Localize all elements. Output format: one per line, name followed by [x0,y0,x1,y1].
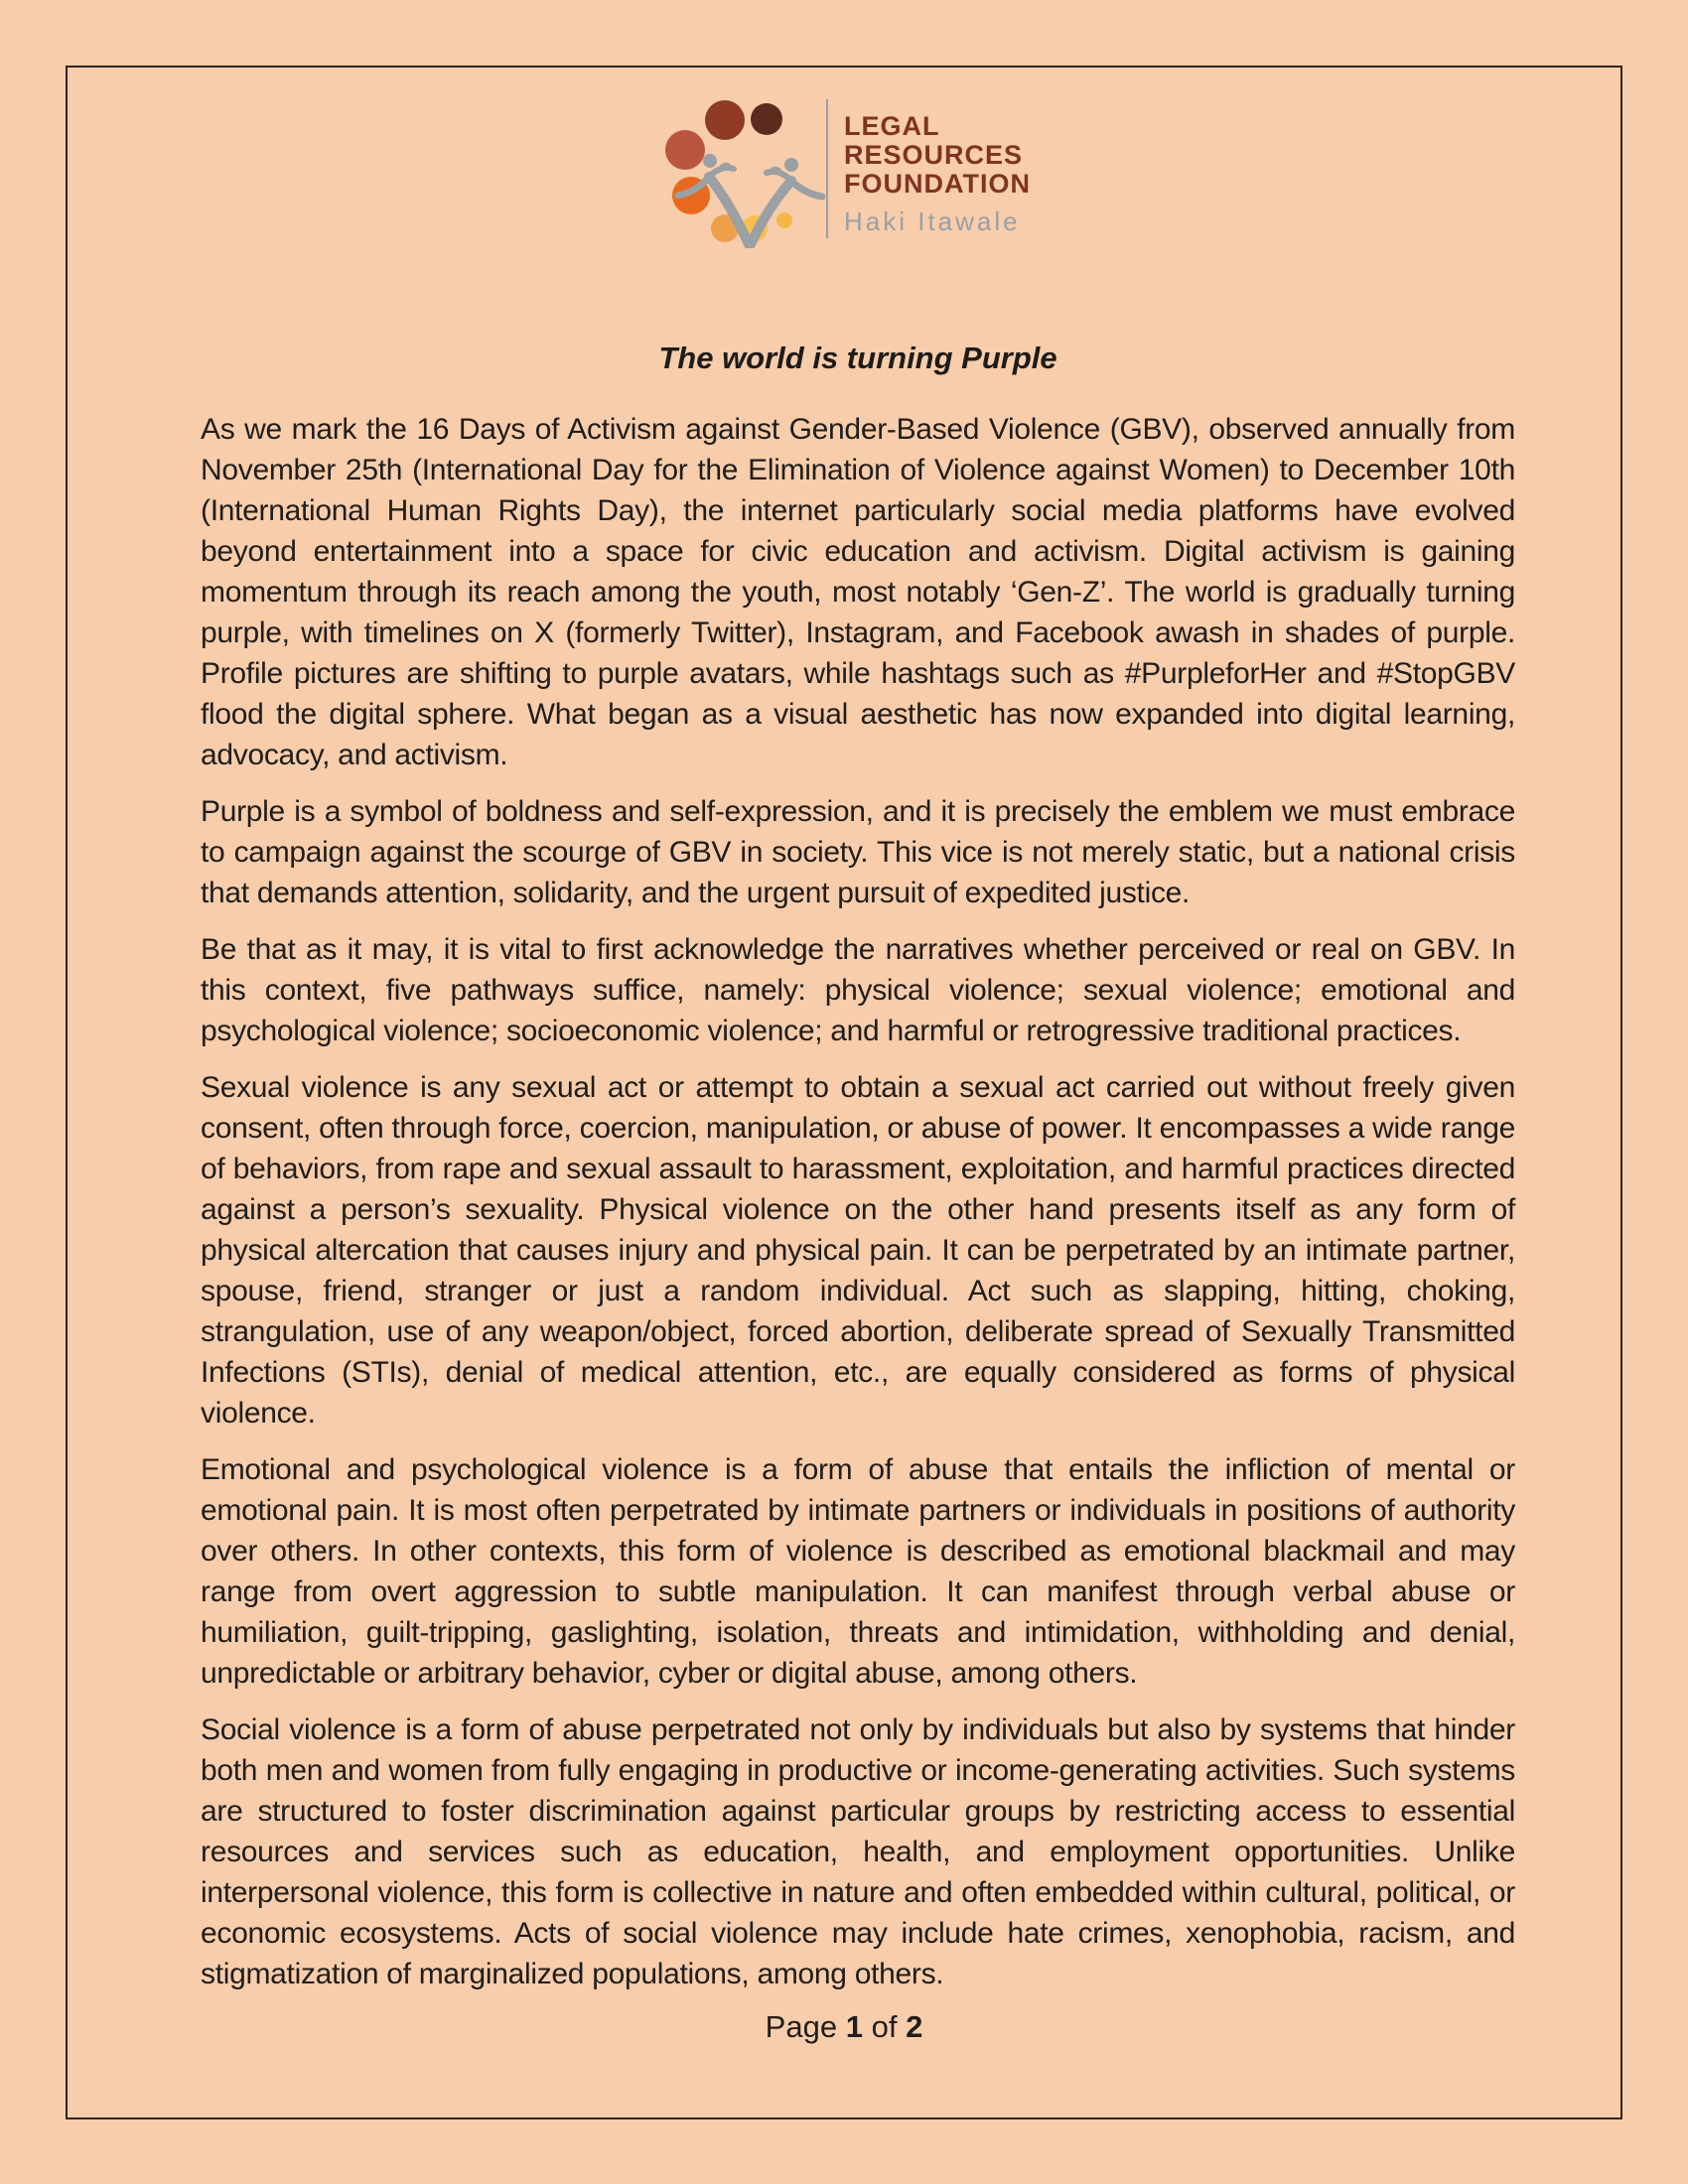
document-body [201,409,1515,1994]
logo-brand-line-2: RESOURCES [844,140,1024,170]
page-footer [0,2009,1688,2045]
paragraph-five-pathways: Be that as it may, it is vital to first acknowledge the narratives whether perceived or real on GBV. In this context, five pathways suffice, namely: physical violence; sexual violence; emotional and psychological violence; socioeconomic violence; and harmful or retrogressive traditional practices. [201,933,1515,1047]
legal-resources-foundation-logo-icon [659,91,1056,248]
footer-word-page: Page [765,2009,838,2044]
paragraph-intro-16-days: As we mark the 16 Days of Activism against Gender-Based Violence (GBV), observed annually from November 25th (International Day for the Elimination of Violence against Women) to December 10th (International Human Rights Day), the internet particularly social media platforms have evolved beyond entertainment into a space for civic education and activism. Digital activism is gaining momentum through its reach among the youth, most notably ‘Gen-Z’. The world is gradually turning purple, with timelines on X (formerly Twitter), Instagram, and Facebook awash in shades of purple. Profile pictures are shifting to purple avatars, while hashtags such as #PurpleforHer and #StopGBV flood the digital sphere. What began as a visual aesthetic has now expanded into digital learning, advocacy, and activism. [201,413,1515,771]
footer-page-number: 1 [845,2009,863,2044]
paragraph-social-violence: Social violence is a form of abuse perpetrated not only by individuals but also by systems that hinder both men and women from fully engaging in productive or income-generating activities. Such systems are structured to foster discrimination against particular groups by restricting access to essential resources and services such as education, health, and employment opportunities. Unlike interpersonal violence, this form is collective in nature and often embedded within cultural, political, or economic ecosystems. Acts of social violence may include hate crimes, xenophobia, racism, and stigmatization of marginalized populations, among others. [201,1713,1515,1990]
footer-word-of: of [871,2009,898,2044]
header-logo-row [201,0,1515,248]
footer-total-pages: 2 [906,2009,923,2044]
logo-brand-line-1: LEGAL [844,111,940,141]
paragraph-purple-symbol: Purple is a symbol of boldness and self-expression, and it is precisely the emblem we must embrace to campaign against the scourge of GBV in society. This vice is not merely static, but a national crisis that demands attention, solidarity, and the urgent pursuit of expedited justice. [201,795,1515,909]
logo-tagline: Haki Itawale [844,206,1021,236]
paragraph-sexual-physical-violence: Sexual violence is any sexual act or attempt to obtain a sexual act carried out without freely given consent, often through force, coercion, manipulation, or abuse of power. It encompasses a wide range of behaviors, from rape and sexual assault to harassment, exploitation, and harmful practices directed against a person’s sexuality. Physical violence on the other hand presents itself as any form of physical altercation that causes injury and physical pain. It can be perpetrated by an intimate partner, spouse, friend, stranger or just a random individual. Act such as slapping, hitting, choking, strangulation, use of any weapon/object, forced abortion, deliberate spread of Sexually Transmitted Infections (STIs), denial of medical attention, etc., are equally considered as forms of physical violence. [201,1071,1515,1430]
paragraph-emotional-psychological-violence: Emotional and psychological violence is a form of abuse that entails the infliction of mental or emotional pain. It is most often perpetrated by intimate partners or individuals in positions of authority over others. In other contexts, this form of violence is described as emotional blackmail and may range from overt aggression to subtle manipulation. It can manifest through verbal abuse or humiliation, guilt-tripping, gaslighting, isolation, threats and intimidation, withholding and denial, unpredictable or arbitrary behavior, cyber or digital abuse, among others. [201,1453,1515,1690]
logo-brand-line-3: FOUNDATION [844,169,1031,199]
document-title: The world is turning Purple [658,341,1057,375]
